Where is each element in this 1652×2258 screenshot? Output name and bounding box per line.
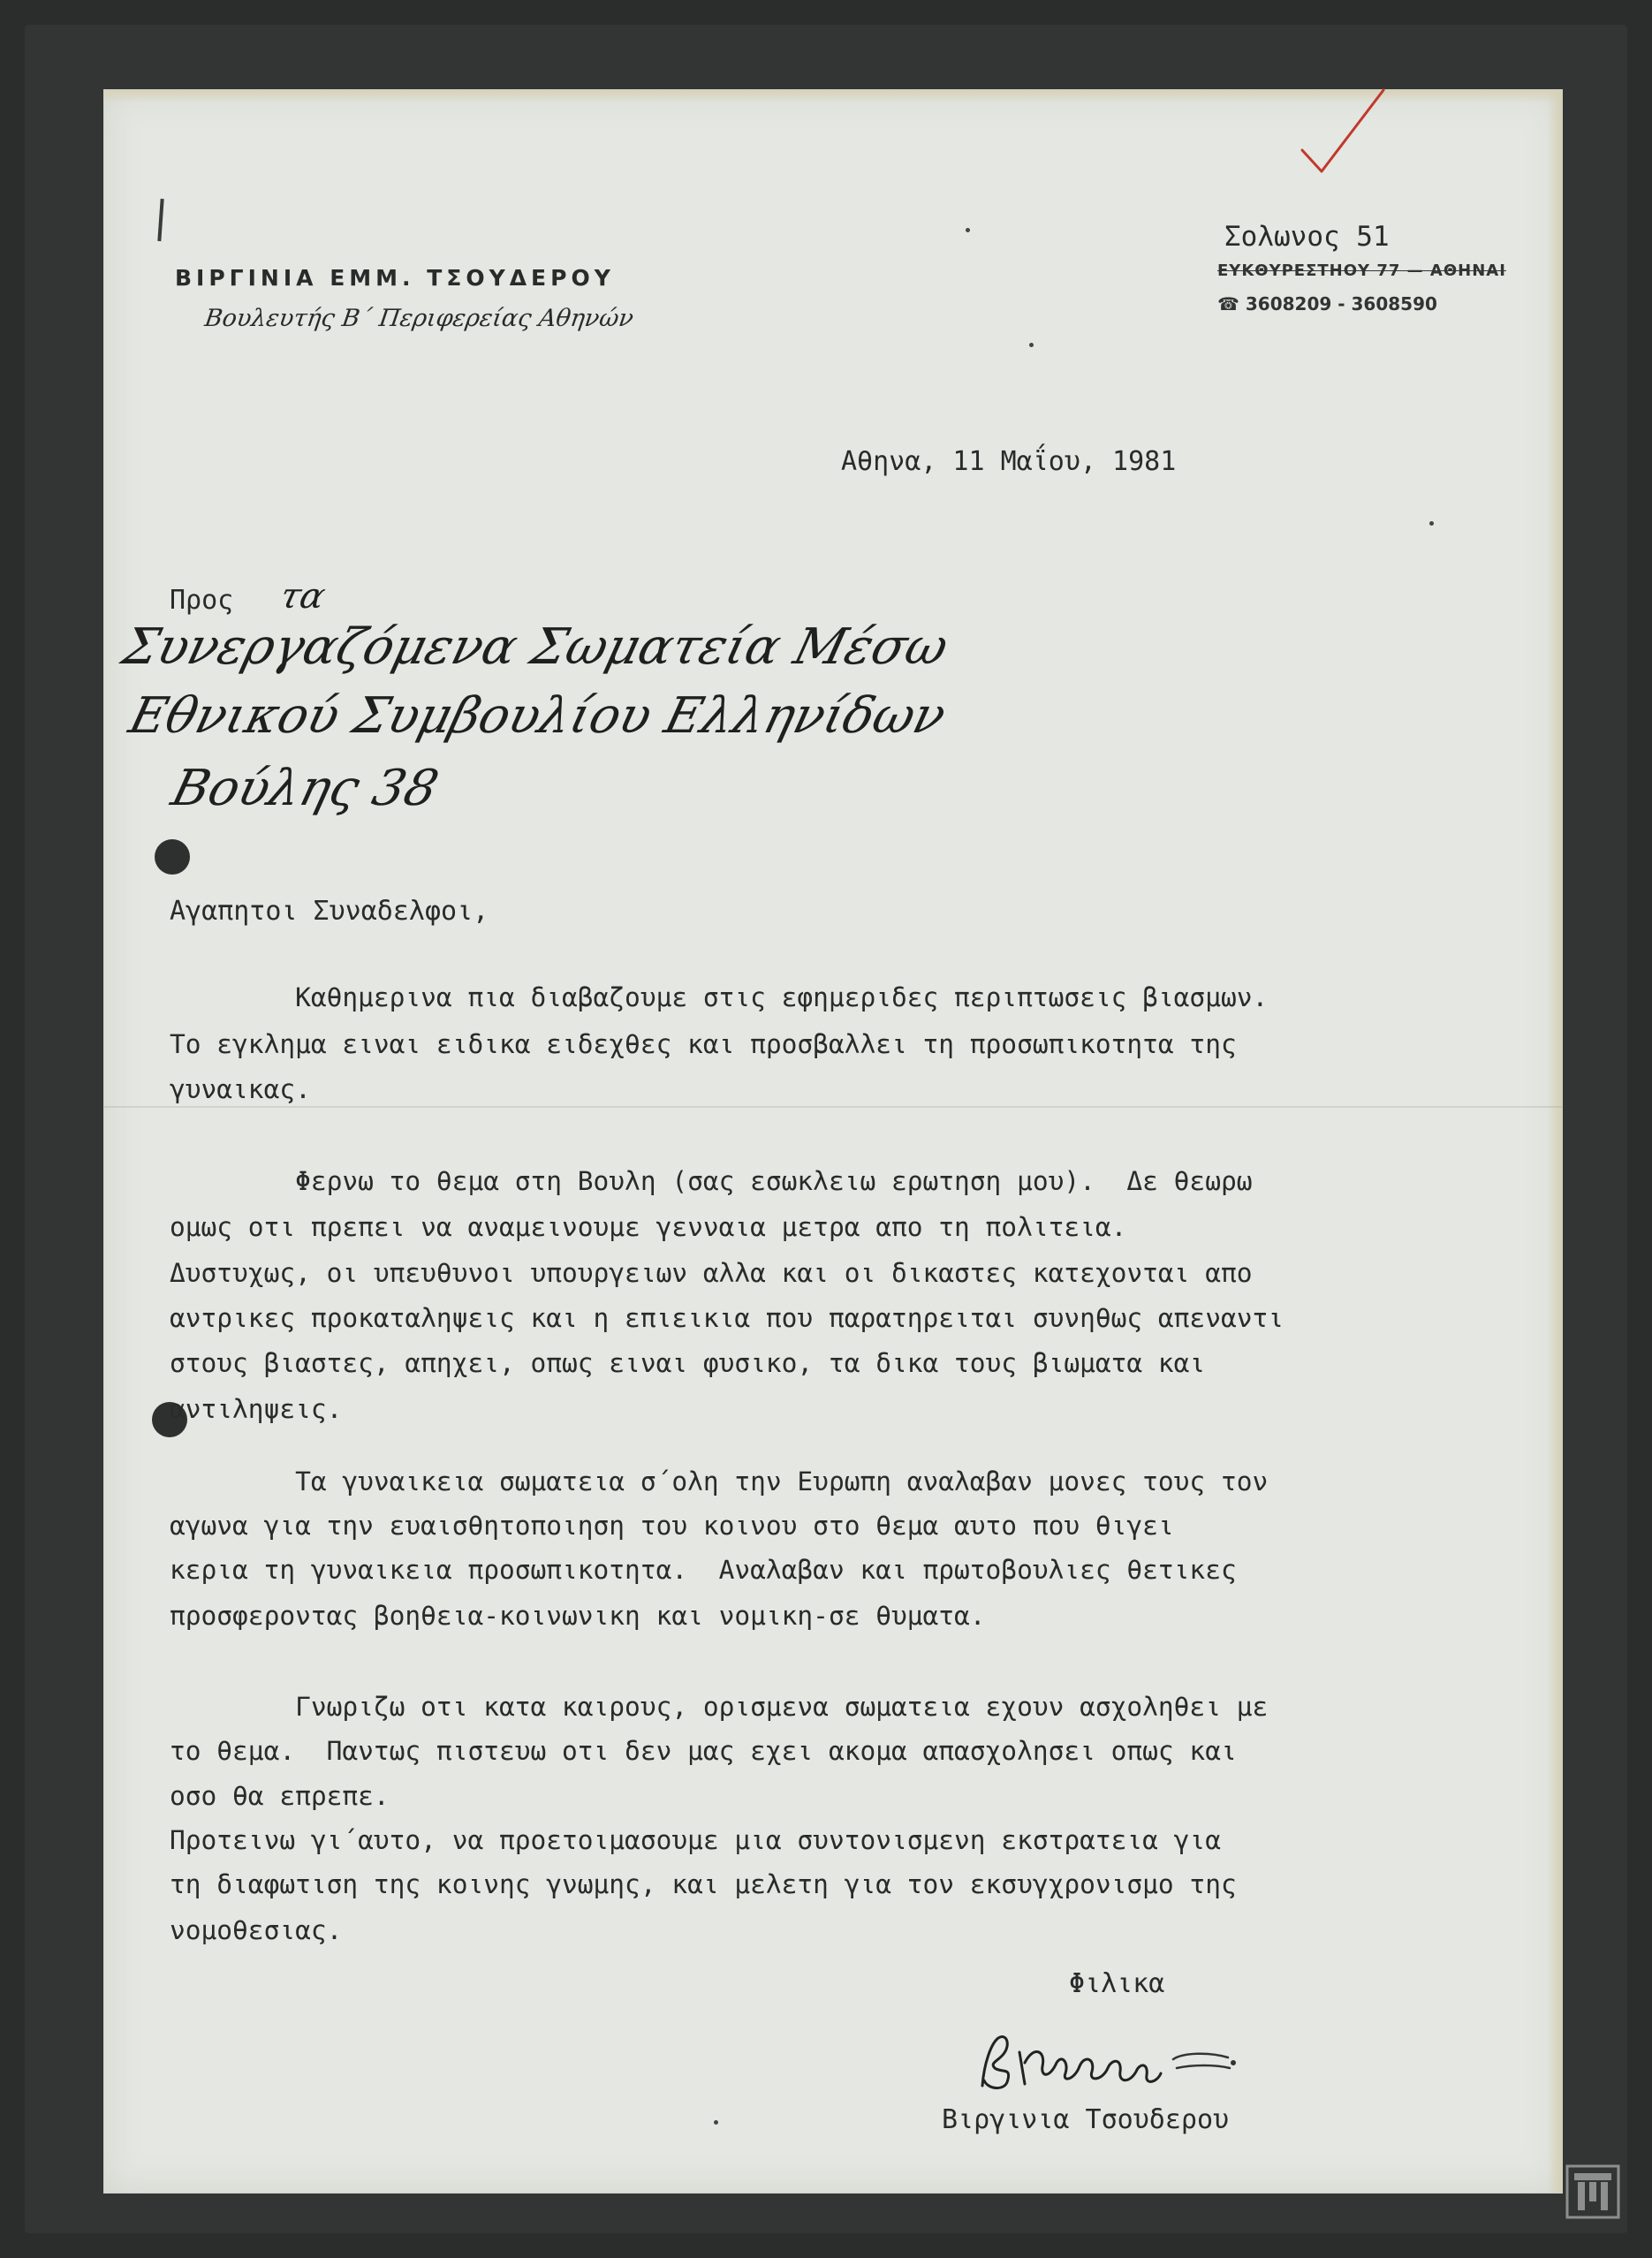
body-line: Τα γυναικεια σωματεια σ΄ολη την Ευρωπη αναλαβαν μονες τους τον — [170, 1466, 1269, 1496]
body-line: νομοθεσιας. — [170, 1915, 343, 1945]
salutation: Αγαπητοι Συναδελφοι, — [170, 896, 489, 927]
check-mark-icon — [1299, 88, 1387, 186]
body-line: τη διαφωτιση της κοινης γνωμης, και μελετη για τον εκσυγχρονισμο της — [170, 1869, 1237, 1899]
address-street: Σολωνος 51 — [1224, 221, 1390, 253]
body-line: Προτεινω γι΄αυτο, να προετοιμασουμε μια συντονισμενη εκστρατεια για — [170, 1825, 1221, 1855]
address-struck-out: ΕΥΚΘΥΡΕΣΤΗΟΥ 77 — ΑΘΗΝΑΙ — [1217, 261, 1506, 280]
recipient-line-handwritten: Συνεργαζόμενα Σωματεία Μέσω — [116, 618, 954, 676]
body-line: το θεμα. Παντως πιστευω οτι δεν μας εχει ακομα απασχολησει οπως και — [170, 1736, 1237, 1766]
address-phones: ☎ 3608209 - 3608590 — [1217, 293, 1437, 314]
punch-hole-icon — [155, 839, 190, 875]
closing: Φιλικα — [1069, 1968, 1165, 1999]
body-line: στους βιαστες, απηχει, οπως ειναι φυσικο, τα δικα τους βιωματα και — [170, 1348, 1206, 1378]
paper-edge-right — [1548, 90, 1562, 2193]
body-line: προσφεροντας βοηθεια-κοινωνικη και νομικη-σε θυματα. — [170, 1601, 986, 1631]
recipient-line-handwritten: Βούλης 38 — [165, 760, 444, 817]
body-line: Δυστυχως, οι υπευθυνοι υπουργειων αλλα και οι δικαστες κατεχονται απο — [170, 1258, 1253, 1288]
body-line: Το εγκλημα ειναι ειδικα ειδεχθες και προσβαλλει τη προσωπικοτητα της — [170, 1029, 1237, 1059]
body-line: αγωνα για την ευαισθητοποιηση του κοινου στο θεμα αυτο που θιγει — [170, 1511, 1174, 1541]
handwritten-signature-icon — [972, 2027, 1307, 2098]
body-line: κερια τη γυναικεια προσωπικοτητα. Αναλαβαν και πρωτοβουλιες θετικες — [170, 1555, 1237, 1585]
sender-name: ΒΙΡΓΙΝΙΑ ΕΜΜ. ΤΣΟΥΔΕΡΟΥ — [175, 265, 615, 291]
paper-speck — [1029, 343, 1034, 347]
body-line: Καθημερινα πια διαβαζουμε στις εφημεριδες περιπτωσεις βιασμων. — [170, 982, 1269, 1012]
recipient-line-handwritten: Εθνικού Συμβουλίου Ελληνίδων — [123, 687, 951, 745]
paper-speck — [966, 228, 970, 232]
paper-fold-line — [104, 1106, 1562, 1108]
body-line: γυναικας. — [170, 1074, 311, 1104]
letter-date: Αθηνα, 11 Μαΐου, 1981 — [841, 446, 1177, 477]
paper-speck — [714, 2120, 718, 2125]
signer-name: Βιργινια Τσουδερου — [942, 2104, 1230, 2135]
body-line: Φερνω το θεμα στη Βουλη (σας εσωκλειω ερωτηση μου). Δε θεωρω — [170, 1166, 1253, 1196]
recipient-article-handwritten: τα — [276, 576, 330, 617]
paper-speck — [1429, 521, 1434, 526]
sender-role: Βουλευτής Β΄ Περιφερείας Αθηνών — [202, 305, 636, 332]
body-line: Γνωριζω οτι κατα καιρους, ορισμενα σωματεια εχουν ασχοληθει με — [170, 1692, 1269, 1722]
archive-logo-icon — [1565, 2164, 1620, 2219]
recipient-prefix: Προς — [170, 585, 234, 616]
body-line: ομως οτι πρεπει να αναμεινουμε γενναια μετρα απο τη πολιτεια. — [170, 1212, 1127, 1242]
body-line: αντιληψεις. — [170, 1394, 343, 1424]
body-line: αντρικες προκαταληψεις και η επιεικια που παρατηρειται συνηθως απεναντι — [170, 1303, 1284, 1333]
body-line: οσο θα επρεπε. — [170, 1781, 390, 1811]
